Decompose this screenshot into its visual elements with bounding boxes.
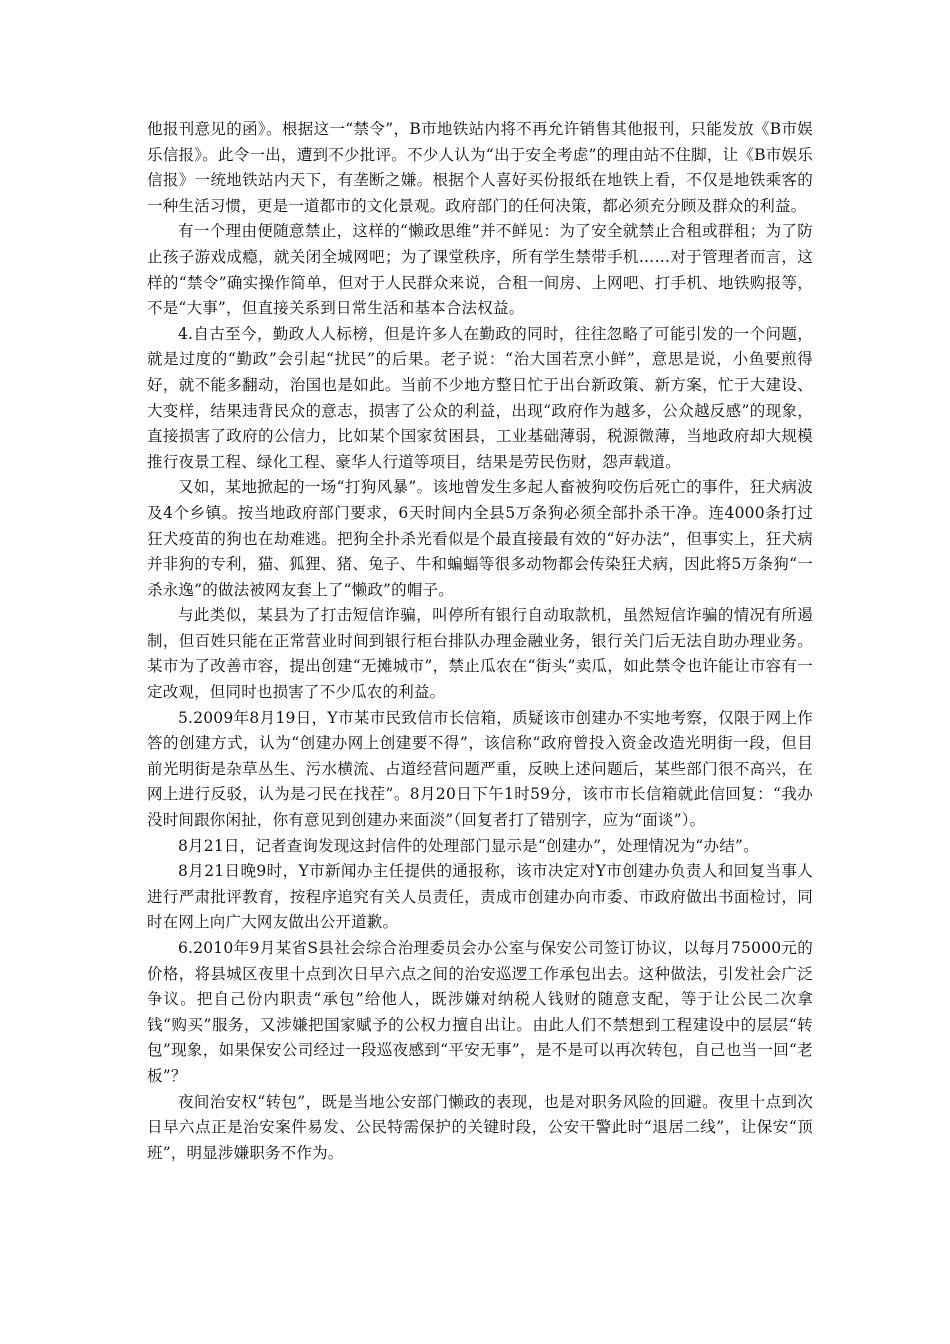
paragraph-night-patrol: 夜间治安权“转包”，既是当地公安部门懒政的表现，也是对职务风险的回避。夜里十点到次日早六点正是治安案件易发、公民特需保护的关键时段，公安干警此时“退居二线”，让保安“顶班”，明显涉嫌职务不作为。 bbox=[147, 1092, 813, 1162]
paragraph-aug-21-notice: 8月21日晚9时，Y市新闻办主任提供的通报称，该市决定对Y市创建办负责人和回复当事人进行严肃批评教育，按程序追究有关人员责任，责成市创建办向市委、市政府做出书面检讨，同时在网上向广大网友做出公开道歉。 bbox=[147, 862, 813, 932]
paragraph-aug-21-query: 8月21日，记者查询发现这封信件的处理部门显示是“创建办”，处理情况为“办结”。 bbox=[178, 836, 759, 855]
paragraph-similar-cases: 与此类似，某县为了打击短信诈骗，叫停所有银行自动取款机，虽然短信诈骗的情况有所遏制，但百姓只能在正常营业时间到银行柜台排队办理金融业务，银行关门后无法自助办理业务。某市为了改善市容，提出创建“无摊城市”，禁止瓜农在“街头”卖瓜，如此禁令也许能让市容有一定改观，但同时也损害了不少瓜农的利益。 bbox=[147, 606, 813, 702]
paragraph-newspaper-ban: 他报刊意见的函》。根据这一“禁令”，B市地铁站内将不再允许销售其他报刊，只能发放《B市娱乐信报》。此令一出，遭到不少批评。不少人认为“出于安全考虑”的理由站不住脚，让《B市娱乐信报》一统地铁站内天下，有垄断之嫌。根据个人喜好买份报纸在地铁上看，不仅是地铁乘客的一种生活习惯，更是一道都市的文化景观。政府部门的任何决策，都必须充分顾及群众的利益。 bbox=[147, 120, 813, 215]
paragraph-item-4: 4.自古至今，勤政人人标榜，但是许多人在勤政的同时，往往忽略了可能引发的一个问题，就是过度的“勤政”会引起“扰民”的后果。老子说：“治大国若烹小鲜”，意思是说，小鱼要煎得好，就不能多翻动，治国也是如此。当前不少地方整日忙于出台新政策、新方案，忙于大建设、大变样，结果违背民众的意志，损害了公众的利益，出现“政府作为越多，公众越反感”的现象，直接损害了政府的公信力，比如某个国家贫困县，工业基础薄弱，税源微薄，当地政府却大规模推行夜景工程、绿化工程、豪华人行道等项目，结果是劳民伤财，怨声载道。 bbox=[147, 324, 813, 471]
paragraph-dog-campaign: 又如，某地掀起的一场“打狗风暴”。该地曾发生多起人畜被狗咬伤后死亡的事件，狂犬病波及4个乡镇。按当地政府部门要求，6天时间内全县5万条狗必须全部扑杀干净。连4000条打过狂犬疫苗的狗也在劫难逃。把狗全扑杀光看似是个最直接最有效的“好办法”，但事实上，狂犬病并非狗的专利，猫、狐狸、猪、兔子、牛和蝙蝠等很多动物都会传染狂犬病，因此将5万条狗“一杀永逸”的做法被网友套上了“懒政”的帽子。 bbox=[147, 478, 813, 599]
paragraph-item-5: 5.2009年8月19日，Y市某市民致信市长信箱，质疑该市创建办不实地考察，仅限于网上作答的创建方式，认为“创建办网上创建要不得”，该信称“政府曾投入资金改造光明街一段，但目前光明街是杂草丛生、污水横流、占道经营问题严重，反映上述问题后，某些部门很不高兴，在网上进行反驳，认为是刁民在找茬”。8月20日下午1时59分，该市市长信箱就此信回复：“我办没时间跟你闲扯，你有意见到创建办来面淡”（回复者打了错别字，应为“面谈”）。 bbox=[147, 708, 813, 830]
paragraph-item-6: 6.2010年9月某省S县社会综合治理委员会办公室与保安公司签订协议，以每月75000元的价格，将县城区夜里十点到次日早六点之间的治安巡逻工作承包出去。这种做法，引发社会广泛争议。把自己份内职责“承包”给他人，既涉嫌对纳税人钱财的随意支配，等于让公民二次拿钱“购买”服务，又涉嫌把国家赋予的公权力擅自出让。由此人们不禁想到工程建设中的层层“转包”现象，如果保安公司经过一段巡夜感到“平安无事”，是不是可以再次转包，自己也当一回“老板”？ bbox=[147, 939, 813, 1085]
document-body bbox=[147, 117, 813, 1166]
paragraph-lazy-governance: 有一个理由便随意禁止，这样的“懒政思维”并不鲜见：为了安全就禁止合租或群租；为了防止孩子游戏成瘾，就关闭全城网吧；为了课堂秩序，所有学生禁带手机……对于管理者而言，这样的“禁令”确实操作简单，但对于人民群众来说，合租一间房、上网吧、打手机、地铁购报等，不是“大事”，但直接关系到日常生活和基本合法权益。 bbox=[147, 222, 813, 318]
